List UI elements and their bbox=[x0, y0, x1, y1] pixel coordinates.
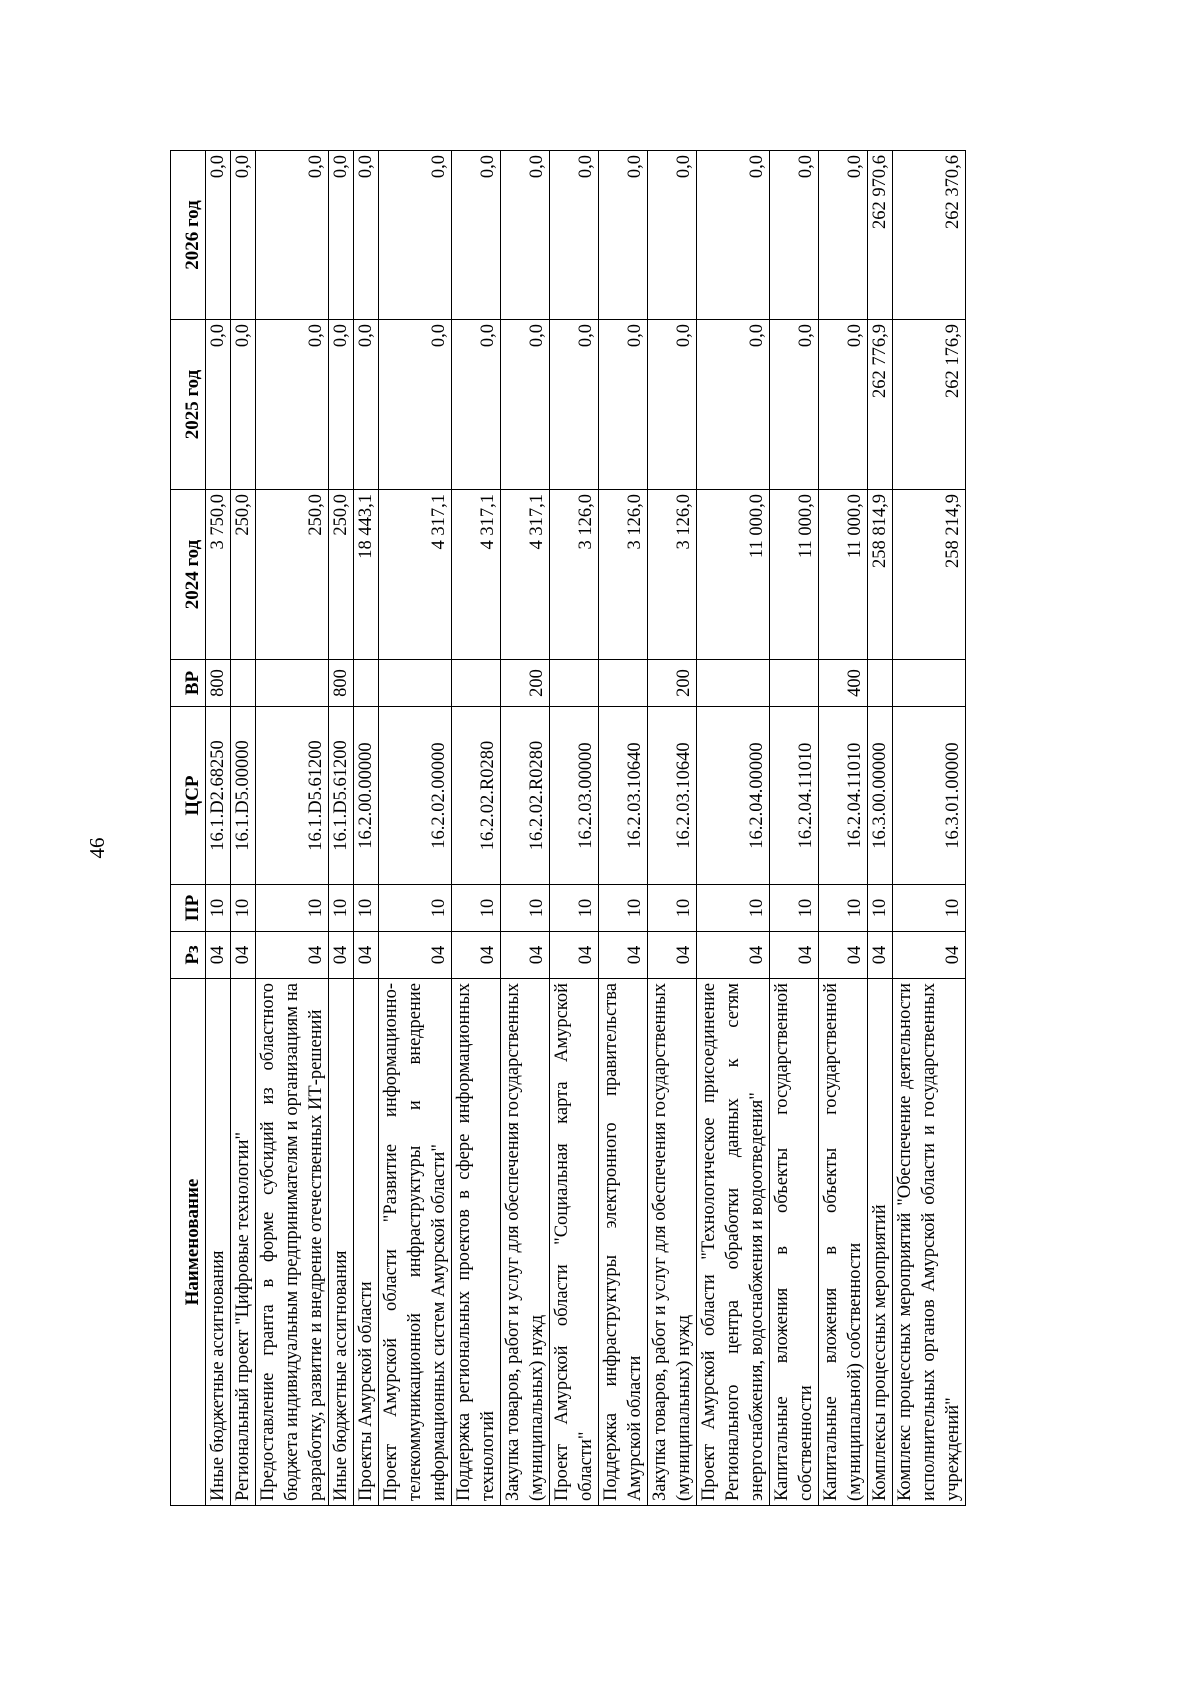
header-2025: 2025 год bbox=[171, 320, 206, 490]
table-row bbox=[329, 151, 354, 1506]
cell-name: Предоставление гранта в форме субсидий из областного бюджета индивидуальным предпринимателям и организациям на разработку, развитие и внедрение отечественных ИТ-решений bbox=[256, 979, 329, 1506]
table-row bbox=[770, 151, 819, 1506]
header-row bbox=[171, 151, 206, 1506]
cell-2026: 0,0 bbox=[697, 151, 770, 320]
cell-csr: 16.1.D5.61200 bbox=[256, 707, 329, 885]
cell-2024: 3 126,0 bbox=[550, 490, 599, 660]
cell-2024: 4 317,1 bbox=[452, 490, 501, 660]
cell-vr bbox=[452, 660, 501, 707]
cell-2024: 4 317,1 bbox=[501, 490, 550, 660]
cell-vr: 800 bbox=[206, 660, 231, 707]
cell-name: Поддержка региональных проектов в сфере информационных технологий bbox=[452, 979, 501, 1506]
cell-2024: 250,0 bbox=[256, 490, 329, 660]
cell-2024: 11 000,0 bbox=[697, 490, 770, 660]
cell-2025: 0,0 bbox=[697, 320, 770, 490]
cell-csr: 16.1.D5.61200 bbox=[329, 707, 354, 885]
cell-2026: 0,0 bbox=[206, 151, 231, 320]
table-row bbox=[354, 151, 379, 1506]
cell-vr: 800 bbox=[329, 660, 354, 707]
cell-vr: 200 bbox=[648, 660, 697, 707]
cell-2024: 258 214,9 bbox=[893, 490, 966, 660]
cell-rz: 04 bbox=[379, 932, 452, 979]
cell-rz: 04 bbox=[256, 932, 329, 979]
cell-pr: 10 bbox=[329, 885, 354, 932]
table-row bbox=[206, 151, 231, 1506]
cell-2025: 0,0 bbox=[770, 320, 819, 490]
cell-name: Комплекс процессных мероприятий "Обеспечение деятельности исполнительных органов Амурской области и государственных учреждений" bbox=[893, 979, 966, 1506]
cell-pr: 10 bbox=[770, 885, 819, 932]
cell-2025: 0,0 bbox=[452, 320, 501, 490]
cell-2025: 0,0 bbox=[354, 320, 379, 490]
cell-rz: 04 bbox=[819, 932, 868, 979]
cell-csr: 16.2.04.11010 bbox=[770, 707, 819, 885]
cell-name: Закупка товаров, работ и услуг для обеспечения государственных (муниципальных) нужд bbox=[501, 979, 550, 1506]
cell-name: Поддержка инфраструктуры электронного правительства Амурской области bbox=[599, 979, 648, 1506]
cell-2024: 18 443,1 bbox=[354, 490, 379, 660]
cell-vr bbox=[770, 660, 819, 707]
table-row bbox=[819, 151, 868, 1506]
cell-2025: 0,0 bbox=[206, 320, 231, 490]
cell-2026: 0,0 bbox=[501, 151, 550, 320]
cell-2024: 3 750,0 bbox=[206, 490, 231, 660]
cell-vr bbox=[599, 660, 648, 707]
cell-2025: 0,0 bbox=[550, 320, 599, 490]
cell-csr: 16.1.D5.00000 bbox=[231, 707, 256, 885]
cell-vr bbox=[379, 660, 452, 707]
cell-2026: 0,0 bbox=[231, 151, 256, 320]
cell-rz: 04 bbox=[329, 932, 354, 979]
table-row bbox=[501, 151, 550, 1506]
cell-pr: 10 bbox=[231, 885, 256, 932]
table-row bbox=[550, 151, 599, 1506]
table-row bbox=[697, 151, 770, 1506]
cell-name: Проект Амурской области "Технологическое присоединение Регионального центра обработки данных к сетям энергоснабжения, водоснабжения и водоотведения" bbox=[697, 979, 770, 1506]
cell-rz: 04 bbox=[770, 932, 819, 979]
page-number: 46 bbox=[85, 837, 109, 859]
cell-name: Проект Амурской области "Социальная карта Амурской области" bbox=[550, 979, 599, 1506]
cell-rz: 04 bbox=[354, 932, 379, 979]
cell-csr: 16.2.04.00000 bbox=[697, 707, 770, 885]
cell-2026: 0,0 bbox=[452, 151, 501, 320]
cell-2025: 0,0 bbox=[231, 320, 256, 490]
budget-table bbox=[170, 150, 966, 1506]
cell-name: Закупка товаров, работ и услуг для обеспечения государственных (муниципальных) нужд bbox=[648, 979, 697, 1506]
cell-2026: 0,0 bbox=[599, 151, 648, 320]
table-row bbox=[893, 151, 966, 1506]
cell-name: Иные бюджетные ассигнования bbox=[329, 979, 354, 1506]
cell-2026: 0,0 bbox=[648, 151, 697, 320]
cell-rz: 04 bbox=[206, 932, 231, 979]
cell-2025: 0,0 bbox=[819, 320, 868, 490]
cell-2024: 250,0 bbox=[329, 490, 354, 660]
cell-2026: 0,0 bbox=[770, 151, 819, 320]
cell-2026: 0,0 bbox=[354, 151, 379, 320]
cell-pr: 10 bbox=[379, 885, 452, 932]
cell-rz: 04 bbox=[231, 932, 256, 979]
cell-vr bbox=[868, 660, 893, 707]
cell-2026: 262 370,6 bbox=[893, 151, 966, 320]
cell-csr: 16.2.02.00000 bbox=[379, 707, 452, 885]
table-row bbox=[868, 151, 893, 1506]
cell-vr bbox=[354, 660, 379, 707]
cell-name: Капитальные вложения в объекты государственной (муниципальной) собственности bbox=[819, 979, 868, 1506]
cell-rz: 04 bbox=[697, 932, 770, 979]
cell-csr: 16.1.D2.68250 bbox=[206, 707, 231, 885]
cell-2025: 0,0 bbox=[599, 320, 648, 490]
cell-vr bbox=[697, 660, 770, 707]
cell-name: Иные бюджетные ассигнования bbox=[206, 979, 231, 1506]
cell-2026: 0,0 bbox=[819, 151, 868, 320]
cell-vr bbox=[231, 660, 256, 707]
table-row bbox=[599, 151, 648, 1506]
cell-pr: 10 bbox=[256, 885, 329, 932]
table-row bbox=[379, 151, 452, 1506]
cell-2025: 0,0 bbox=[379, 320, 452, 490]
cell-rz: 04 bbox=[893, 932, 966, 979]
cell-2024: 4 317,1 bbox=[379, 490, 452, 660]
cell-2024: 11 000,0 bbox=[819, 490, 868, 660]
cell-2026: 0,0 bbox=[379, 151, 452, 320]
cell-rz: 04 bbox=[648, 932, 697, 979]
cell-name: Проекты Амурской области bbox=[354, 979, 379, 1506]
cell-csr: 16.3.00.00000 bbox=[868, 707, 893, 885]
cell-rz: 04 bbox=[868, 932, 893, 979]
cell-csr: 16.2.00.00000 bbox=[354, 707, 379, 885]
cell-vr: 400 bbox=[819, 660, 868, 707]
header-2026: 2026 год bbox=[171, 151, 206, 320]
table-row bbox=[256, 151, 329, 1506]
cell-pr: 10 bbox=[206, 885, 231, 932]
cell-rz: 04 bbox=[452, 932, 501, 979]
cell-2026: 0,0 bbox=[329, 151, 354, 320]
header-rz: Рз bbox=[171, 932, 206, 979]
cell-2024: 11 000,0 bbox=[770, 490, 819, 660]
cell-2026: 262 970,6 bbox=[868, 151, 893, 320]
cell-2025: 262 176,9 bbox=[893, 320, 966, 490]
cell-pr: 10 bbox=[452, 885, 501, 932]
header-name: Наименование bbox=[171, 979, 206, 1506]
cell-pr: 10 bbox=[893, 885, 966, 932]
cell-csr: 16.2.03.00000 bbox=[550, 707, 599, 885]
cell-name: Проект Амурской области "Развитие информационно-телекоммуникационной инфраструктуры и внедрение информационных систем Амурской области" bbox=[379, 979, 452, 1506]
cell-pr: 10 bbox=[819, 885, 868, 932]
cell-csr: 16.2.02.R0280 bbox=[452, 707, 501, 885]
cell-name: Региональный проект "Цифровые технологии" bbox=[231, 979, 256, 1506]
cell-vr: 200 bbox=[501, 660, 550, 707]
cell-2026: 0,0 bbox=[256, 151, 329, 320]
cell-csr: 16.2.03.10640 bbox=[599, 707, 648, 885]
cell-2024: 258 814,9 bbox=[868, 490, 893, 660]
cell-2024: 250,0 bbox=[231, 490, 256, 660]
cell-pr: 10 bbox=[648, 885, 697, 932]
cell-2025: 262 776,9 bbox=[868, 320, 893, 490]
cell-pr: 10 bbox=[599, 885, 648, 932]
cell-2025: 0,0 bbox=[329, 320, 354, 490]
cell-csr: 16.3.01.00000 bbox=[893, 707, 966, 885]
cell-pr: 10 bbox=[501, 885, 550, 932]
cell-2026: 0,0 bbox=[550, 151, 599, 320]
cell-vr bbox=[256, 660, 329, 707]
cell-vr bbox=[893, 660, 966, 707]
cell-csr: 16.2.02.R0280 bbox=[501, 707, 550, 885]
cell-name: Капитальные вложения в объекты государственной собственности bbox=[770, 979, 819, 1506]
header-2024: 2024 год bbox=[171, 490, 206, 660]
cell-csr: 16.2.03.10640 bbox=[648, 707, 697, 885]
header-csr: ЦСР bbox=[171, 707, 206, 885]
cell-2024: 3 126,0 bbox=[648, 490, 697, 660]
table-row bbox=[231, 151, 256, 1506]
cell-2024: 3 126,0 bbox=[599, 490, 648, 660]
cell-pr: 10 bbox=[550, 885, 599, 932]
cell-rz: 04 bbox=[599, 932, 648, 979]
cell-rz: 04 bbox=[550, 932, 599, 979]
header-pr: ПР bbox=[171, 885, 206, 932]
cell-rz: 04 bbox=[501, 932, 550, 979]
cell-csr: 16.2.04.11010 bbox=[819, 707, 868, 885]
cell-pr: 10 bbox=[697, 885, 770, 932]
table-row bbox=[648, 151, 697, 1506]
cell-pr: 10 bbox=[868, 885, 893, 932]
table-body bbox=[206, 151, 966, 1506]
header-vr: ВР bbox=[171, 660, 206, 707]
cell-vr bbox=[550, 660, 599, 707]
cell-name: Комплексы процессных мероприятий bbox=[868, 979, 893, 1506]
cell-pr: 10 bbox=[354, 885, 379, 932]
rotated-table-area bbox=[170, 151, 1100, 1506]
cell-2025: 0,0 bbox=[648, 320, 697, 490]
cell-2025: 0,0 bbox=[256, 320, 329, 490]
table-row bbox=[452, 151, 501, 1506]
cell-2025: 0,0 bbox=[501, 320, 550, 490]
